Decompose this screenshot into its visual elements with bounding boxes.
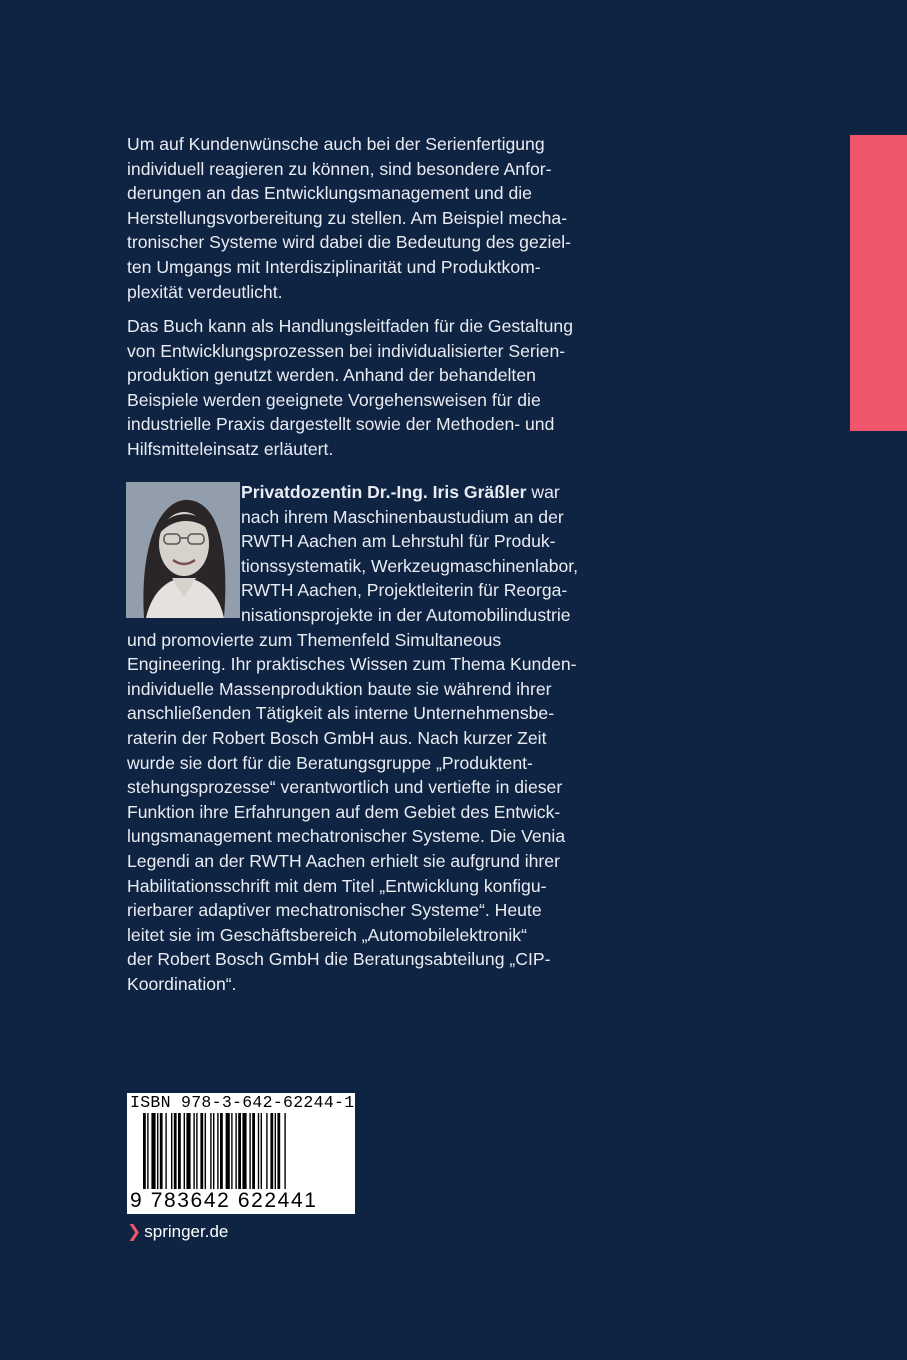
bio-line: Engineering. Ihr praktisches Wissen zum Thema Kunden- bbox=[127, 654, 577, 675]
description-paragraph-1 bbox=[127, 132, 627, 304]
author-name: Privatdozentin Dr.-Ing. Iris Gräßler bbox=[241, 482, 527, 502]
text-line: Herstellungsvorbereitung zu stellen. Am Beispiel mecha- bbox=[127, 207, 568, 228]
bio-line: raterin der Robert Bosch GmbH aus. Nach kurzer Zeit bbox=[127, 727, 547, 748]
bio-first-line-rest: war bbox=[526, 482, 560, 502]
bio-line: wurde sie dort für die Beratungsgruppe „Produktent- bbox=[127, 752, 533, 773]
text-line: tronischer Systeme wird dabei die Bedeutung des geziel- bbox=[127, 232, 572, 253]
bio-line: nisationsprojekte in der Automobilindustrie bbox=[241, 604, 571, 625]
bio-line: lungsmanagement mechatronischer Systeme. Die Venia bbox=[127, 826, 566, 847]
bio-line: RWTH Aachen, Projektleiterin für Reorga- bbox=[241, 580, 568, 601]
author-bio bbox=[127, 480, 627, 996]
ean-digits: 9 783642 622441 bbox=[130, 1189, 318, 1212]
text-line: plexität verdeutlicht. bbox=[127, 281, 283, 302]
text-line: Das Buch kann als Handlungsleitfaden für die Gestaltung bbox=[127, 316, 573, 336]
bio-line: individuelle Massenproduktion baute sie während ihrer bbox=[127, 678, 552, 699]
accent-bar bbox=[850, 135, 907, 431]
bio-line: stehungsprozesse“ verantwortlich und vertiefte in dieser bbox=[127, 777, 563, 798]
isbn-text: ISBN 978-3-642-62244-1 bbox=[130, 1093, 355, 1112]
publisher-url: springer.de bbox=[144, 1222, 229, 1241]
bio-first-line bbox=[127, 480, 627, 505]
bio-line: der Robert Bosch GmbH die Beratungsabteilung „CIP- bbox=[127, 949, 551, 970]
isbn-barcode bbox=[127, 1093, 355, 1214]
bio-line: Funktion ihre Erfahrungen auf dem Gebiet des Entwick- bbox=[127, 801, 561, 822]
description-paragraph-2 bbox=[127, 314, 627, 462]
text-line: Um auf Kundenwünsche auch bei der Serienfertigung bbox=[127, 134, 545, 154]
bio-line: tionssystematik, Werkzeugmaschinenlabor, bbox=[241, 555, 579, 576]
text-line: produktion genutzt werden. Anhand der behandelten bbox=[127, 365, 536, 386]
text-line: Beispiele werden geeignete Vorgehensweisen für die bbox=[127, 389, 541, 410]
bio-line: und promovierte zum Themenfeld Simultaneous bbox=[127, 629, 502, 650]
bio-line: rierbarer adaptiver mechatronischer Systeme“. Heute bbox=[127, 900, 542, 921]
chevron-right-icon: ❯ bbox=[127, 1222, 142, 1241]
bio-line: anschließenden Tätigkeit als interne Unternehmensbe- bbox=[127, 703, 555, 724]
text-line: ten Umgangs mit Interdisziplinarität und Produktkom- bbox=[127, 256, 541, 277]
text-line: von Entwicklungsprozessen bei individualisierter Serien- bbox=[127, 340, 566, 361]
text-line: industrielle Praxis dargestellt sowie der Methoden- und bbox=[127, 414, 555, 435]
bio-line: nach ihrem Maschinenbaustudium an der bbox=[241, 506, 564, 527]
publisher-link[interactable] bbox=[127, 1222, 228, 1242]
bio-line: Koordination“. bbox=[127, 973, 237, 994]
bio-line: Habilitationsschrift mit dem Titel „Entwicklung konfigu- bbox=[127, 875, 547, 896]
text-line: Hilfsmitteleinsatz erläutert. bbox=[127, 438, 334, 459]
bio-line: leitet sie im Geschäftsbereich „Automobilelektronik“ bbox=[127, 924, 527, 945]
text-line: derungen an das Entwicklungsmanagement und die bbox=[127, 183, 532, 204]
text-line: individuell reagieren zu können, sind besondere Anfor- bbox=[127, 158, 552, 179]
bio-line: Legendi an der RWTH Aachen erhielt sie aufgrund ihrer bbox=[127, 850, 560, 871]
bio-line: RWTH Aachen am Lehrstuhl für Produk- bbox=[241, 531, 556, 552]
